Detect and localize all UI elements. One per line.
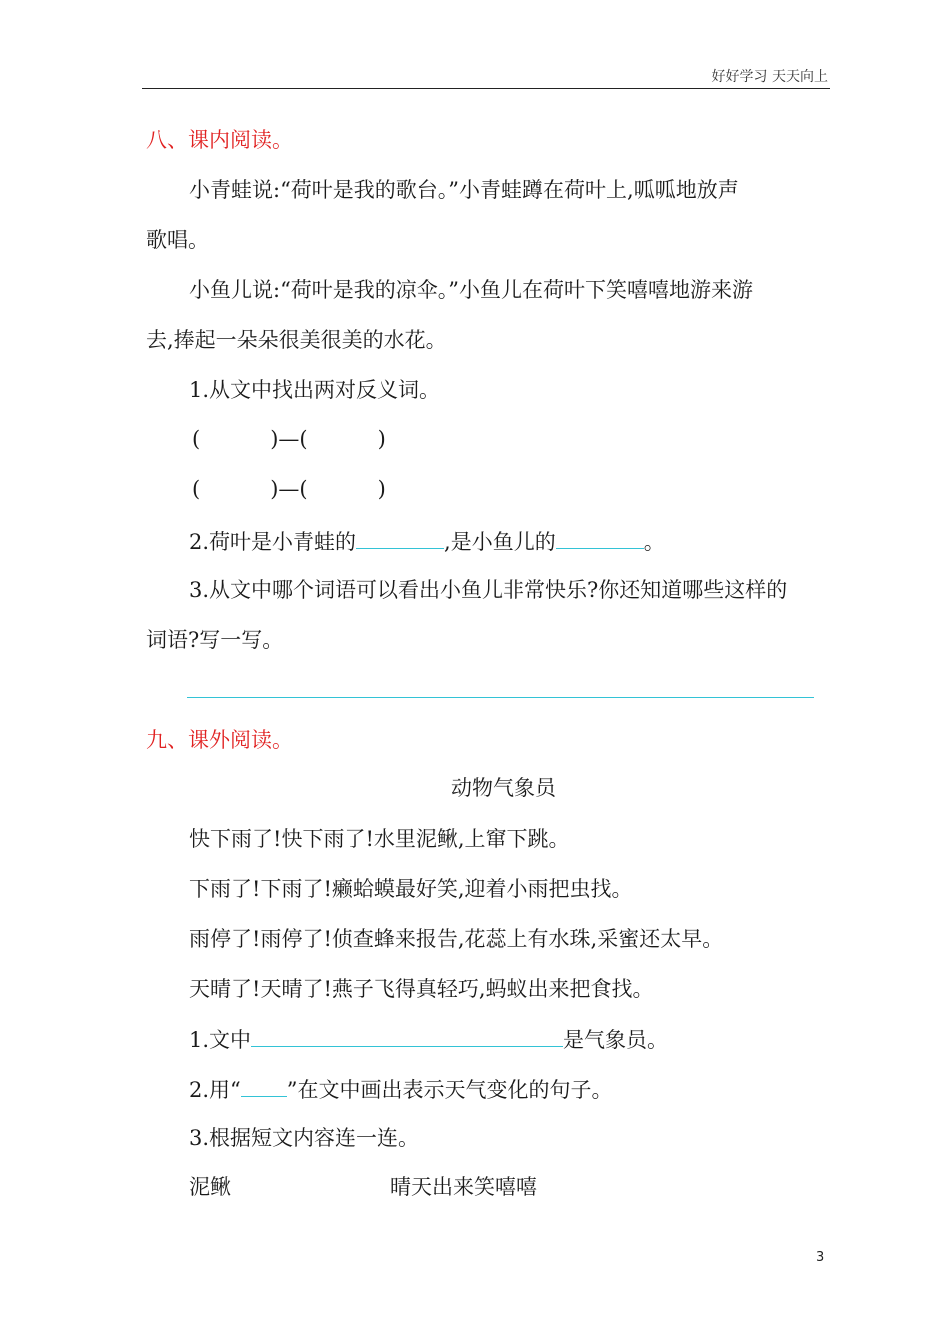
section8-title: 八、课内阅读。 xyxy=(146,128,293,152)
s9-q1-text-2: 是气象员。 xyxy=(563,1028,669,1052)
match-right-item[interactable]: 晴天出来笑嘻嘻 xyxy=(390,1175,537,1199)
s9-q1-text-1: 1.文中 xyxy=(189,1028,252,1052)
bracket-middle: )—( xyxy=(270,477,308,501)
poem-line-4: 天晴了!天晴了!燕子飞得真轻巧,蚂蚁出来把食找。 xyxy=(189,977,654,1001)
answer-blank-weather-animals[interactable] xyxy=(251,1024,563,1047)
q2-text-1: 2.荷叶是小青蛙的 xyxy=(189,530,357,554)
answer-blank-1[interactable] xyxy=(356,526,444,549)
section9-question2 xyxy=(189,1074,613,1104)
section8-para1-line1: 小青蛙说:“荷叶是我的歌台。”小青蛙蹲在荷叶上,呱呱地放声 xyxy=(189,178,739,202)
header-divider xyxy=(142,88,830,89)
match-left-item[interactable]: 泥鳅 xyxy=(189,1175,231,1199)
antonym-pair-1 xyxy=(192,425,386,453)
section9-question3: 3.根据短文内容连一连。 xyxy=(189,1126,420,1150)
q2-text-3: 。 xyxy=(643,530,665,554)
section9-question1 xyxy=(189,1024,668,1054)
answer-line-q3[interactable] xyxy=(187,697,814,698)
bracket-close: ) xyxy=(377,477,386,501)
page-number: 3 xyxy=(816,1250,825,1265)
poem-line-2: 下雨了!下雨了!癞蛤蟆最好笑,迎着小雨把虫找。 xyxy=(189,877,633,901)
underline-sample xyxy=(241,1074,287,1097)
bracket-open: ( xyxy=(192,477,201,501)
poem-title: 动物气象员 xyxy=(451,776,556,800)
bracket-open: ( xyxy=(192,427,201,451)
section9-title: 九、课外阅读。 xyxy=(146,728,293,752)
header-slogan: 好好学习 天天向上 xyxy=(711,69,828,85)
q2-text-2: ,是小鱼儿的 xyxy=(444,530,556,554)
section8-para2-line2: 去,捧起一朵朵很美很美的水花。 xyxy=(146,328,447,352)
section8-question3-line1: 3.从文中哪个词语可以看出小鱼儿非常快乐?你还知道哪些这样的 xyxy=(189,578,788,602)
bracket-middle: )—( xyxy=(270,427,308,451)
antonym-pair-2 xyxy=(192,475,386,503)
section8-para2-line1: 小鱼儿说:“荷叶是我的凉伞。”小鱼儿在荷叶下笑嘻嘻地游来游 xyxy=(189,278,754,302)
section8-question2 xyxy=(189,526,665,556)
answer-blank-2[interactable] xyxy=(556,526,644,549)
s9-q2-text-2: ”在文中画出表示天气变化的句子。 xyxy=(286,1078,613,1102)
bracket-close: ) xyxy=(377,427,386,451)
section8-question3-line2: 词语?写一写。 xyxy=(146,628,284,652)
section8-question1: 1.从文中找出两对反义词。 xyxy=(189,378,441,402)
section8-para1-line2: 歌唱。 xyxy=(146,228,209,252)
poem-line-1: 快下雨了!快下雨了!水里泥鳅,上窜下跳。 xyxy=(189,827,570,851)
s9-q2-text-1: 2.用“ xyxy=(189,1078,241,1102)
poem-line-3: 雨停了!雨停了!侦查蜂来报告,花蕊上有水珠,采蜜还太早。 xyxy=(189,927,724,951)
